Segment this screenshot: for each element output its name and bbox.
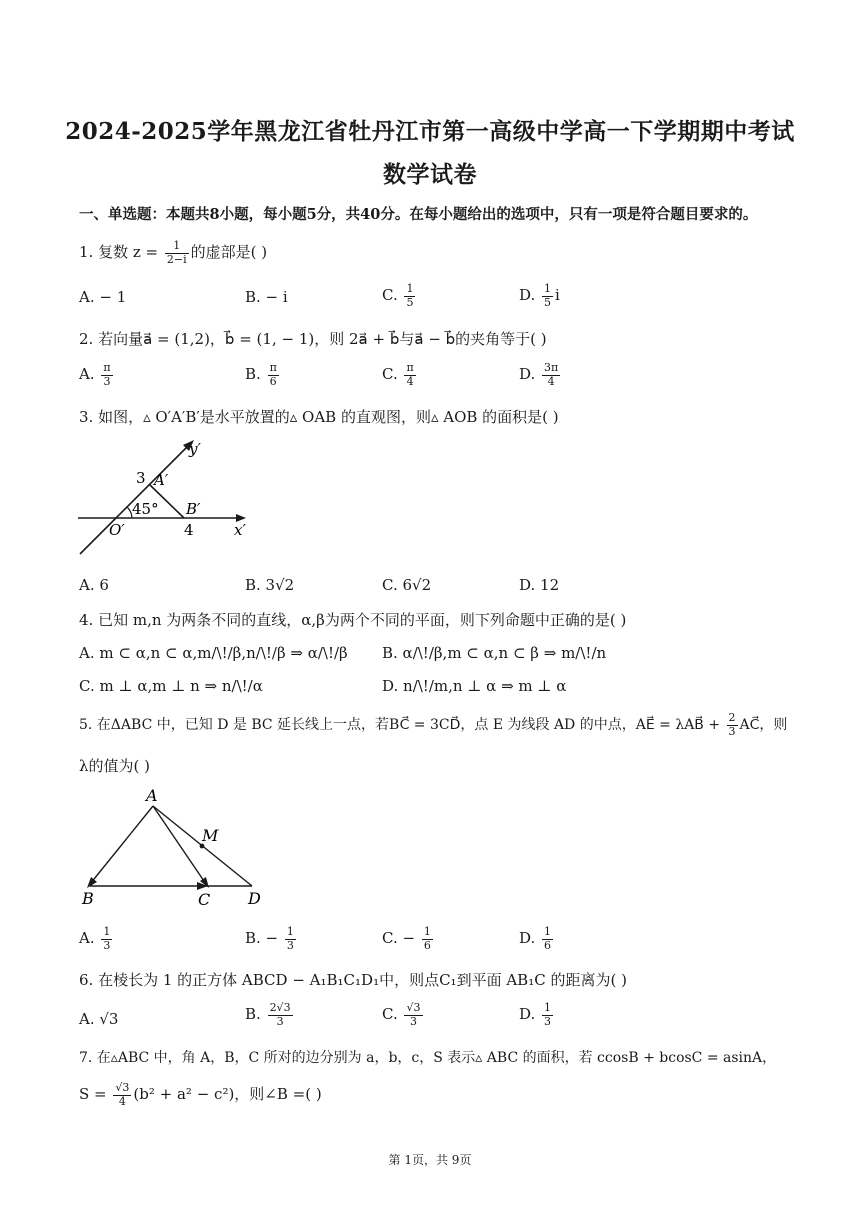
exam-title: 2024-2025学年黑龙江省牡丹江市第一高级中学高一下学期期中考试	[65, 118, 795, 145]
q6-b-num: 2√3	[269, 1001, 291, 1014]
q6-c-fraction	[404, 1002, 422, 1028]
q5-stem-suffix: AC⃗，则	[739, 717, 788, 734]
question-3-stem: 3. 如图，▵ O′A′B′是水平放置的▵ OAB 的直观图，则▵ AOB 的面积是( )	[79, 408, 559, 426]
q4-option-d: D. n/\!/m,n ⊥ α ⇒ m ⊥ α	[382, 677, 567, 695]
q3-label-x: x′	[234, 521, 246, 539]
q5-d-fraction	[542, 926, 553, 952]
q1-d-num: 1	[544, 282, 552, 295]
question-6-stem: 6. 在棱长为 1 的正方体 ABCD − A₁B₁C₁D₁中，则点C₁到平面 AB₁C 的距离为( )	[79, 971, 627, 989]
q2-c-prefix: C.	[382, 365, 403, 384]
q5-label-b: B	[82, 889, 94, 908]
q2-option-d	[519, 362, 562, 388]
q1-d-prefix: D.	[519, 286, 541, 305]
q3-label-a: A′	[154, 471, 169, 489]
q2-a-num: π	[103, 361, 111, 374]
q3-figure	[76, 436, 256, 558]
q6-b-fraction	[268, 1002, 293, 1028]
q5-frac-num: 2	[728, 711, 736, 724]
q5-c-fraction	[422, 926, 433, 952]
q5-frac-den: 3	[728, 724, 736, 738]
q6-option-c	[382, 1002, 425, 1028]
q5-c-den: 6	[423, 938, 431, 952]
q5-c-prefix: C. −	[382, 929, 420, 948]
q5-d-den: 6	[544, 938, 552, 952]
q7-line2-prefix: S =	[79, 1085, 112, 1104]
q5-option-b	[245, 926, 298, 952]
q2-d-prefix: D.	[519, 365, 541, 384]
q3-option-a: A. 6	[79, 576, 109, 594]
q6-c-num: √3	[406, 1001, 421, 1014]
q2-d-fraction	[542, 362, 560, 388]
q2-d-num: 3π	[544, 361, 559, 374]
q3-label-3: 3	[136, 469, 146, 487]
q1-option-c	[382, 283, 417, 309]
q6-b-den: 3	[276, 1014, 284, 1028]
q1-d-fraction	[542, 283, 553, 309]
q3-option-d: D. 12	[519, 576, 560, 594]
q2-a-fraction	[101, 362, 112, 388]
q5-b-fraction	[285, 926, 296, 952]
question-1-stem	[79, 240, 267, 266]
q5-label-a: A	[146, 786, 158, 805]
page-footer: 第 1页，共 9页	[388, 1153, 472, 1167]
q1-option-a: A. − 1	[79, 288, 127, 306]
q2-b-prefix: B.	[245, 365, 266, 384]
q5-label-m: M	[202, 826, 219, 845]
q6-option-d	[519, 1002, 555, 1028]
q3-label-4: 4	[184, 521, 194, 539]
q7-fraction	[113, 1082, 131, 1108]
q5-segment-ab	[90, 806, 153, 884]
q2-c-den: 4	[406, 374, 414, 388]
q2-c-fraction	[404, 362, 415, 388]
q5-b-prefix: B. −	[245, 929, 283, 948]
q5-d-prefix: D.	[519, 929, 541, 948]
q5-a-prefix: A.	[79, 929, 100, 948]
q5-option-a	[79, 926, 114, 952]
q3-y-axis	[80, 444, 190, 554]
question-4-stem: 4. 已知 m,n 为两条不同的直线，α,β为两个不同的平面，则下列命题中正确的是( )	[79, 611, 627, 629]
section-heading: 一、单选题：本题共8小题，每小题5分，共40分。在每小题给出的选项中，只有一项是符合题目要求的。	[79, 206, 758, 223]
q6-option-a: A. √3	[79, 1010, 119, 1028]
q2-b-fraction	[268, 362, 279, 388]
q7-line2-suffix: (b² + a² − c²)，则∠B =( )	[133, 1085, 322, 1104]
q2-option-c	[382, 362, 418, 388]
q3-label-angle: 45°	[132, 500, 159, 518]
exam-subtitle: 数学试卷	[383, 161, 477, 188]
q6-option-b	[245, 1002, 295, 1028]
q5-option-d	[519, 926, 555, 952]
q2-c-num: π	[406, 361, 414, 374]
q5-option-c	[382, 926, 435, 952]
q5-label-c: C	[198, 890, 211, 909]
q2-b-den: 6	[269, 374, 277, 388]
q6-d-num: 1	[544, 1001, 552, 1014]
q2-b-num: π	[269, 361, 277, 374]
question-7-stem: 7. 在▵ABC 中，角 A，B，C 所对的边分别为 a，b，c，S 表示▵ ABC 的面积，若 ccosB + bcosC = asinA，	[79, 1050, 777, 1066]
q4-option-b: B. α/\!/β,m ⊂ α,n ⊂ β ⇒ m/\!/n	[382, 644, 607, 662]
q1-fraction	[165, 240, 189, 266]
q4-option-a: A. m ⊂ α,n ⊂ α,m/\!/β,n/\!/β ⇒ α/\!/β	[79, 644, 348, 662]
q2-option-b	[245, 362, 281, 388]
q5-d-num: 1	[544, 925, 552, 938]
q5-c-num: 1	[423, 925, 431, 938]
q1-stem-suffix: 的虚部是( )	[190, 243, 268, 262]
q3-label-origin: O′	[109, 521, 125, 539]
q3-label-b: B′	[186, 500, 201, 518]
q6-d-fraction	[542, 1002, 553, 1028]
q5-fraction	[727, 712, 738, 738]
question-5-stem	[79, 712, 787, 738]
q5-b-num: 1	[286, 925, 294, 938]
q5-label-d: D	[248, 889, 261, 908]
question-2-stem: 2. 若向量a⃗ = (1,2)，b⃗ = (1, − 1)，则 2a⃗ + b⃗与a⃗ − b⃗的夹角等于( )	[79, 330, 547, 348]
q7-frac-den: 4	[118, 1094, 126, 1108]
q2-a-den: 3	[103, 374, 111, 388]
q3-label-y: y′	[189, 440, 201, 458]
q1-c-den: 5	[406, 295, 414, 309]
q6-c-prefix: C.	[382, 1005, 403, 1024]
q5-a-fraction	[101, 926, 112, 952]
q1-c-fraction	[404, 283, 415, 309]
q1-d-den: 5	[544, 295, 552, 309]
q3-option-c: C. 6√2	[382, 576, 432, 594]
q5-b-den: 3	[286, 938, 294, 952]
q2-option-a	[79, 362, 115, 388]
q5-segment-ac	[153, 806, 206, 884]
q1-option-d	[519, 283, 560, 309]
question-5-stem-line2: λ的值为( )	[79, 757, 150, 775]
q5-a-den: 3	[103, 938, 111, 952]
q4-option-c: C. m ⊥ α,m ⊥ n ⇒ n/\!/α	[79, 677, 263, 695]
q1-stem-prefix: 1. 复数 z =	[79, 243, 163, 262]
q6-d-den: 3	[544, 1014, 552, 1028]
q1-option-b: B. − i	[245, 288, 288, 306]
q1-frac-den: 2−i	[166, 252, 187, 266]
q1-c-prefix: C.	[382, 286, 403, 305]
q2-a-prefix: A.	[79, 365, 100, 384]
q1-d-suffix: i	[555, 286, 560, 305]
q6-c-den: 3	[409, 1014, 417, 1028]
q7-frac-num: √3	[115, 1081, 130, 1094]
question-7-stem-line2	[79, 1082, 322, 1108]
q2-d-den: 4	[547, 374, 555, 388]
q5-figure	[78, 786, 268, 912]
q3-option-b: B. 3√2	[245, 576, 295, 594]
q5-stem-prefix: 5. 在ΔABC 中，已知 D 是 BC 延长线上一点，若BC⃗ = 3CD⃗，点 E 为线段 AD 的中点，AE⃗ = λAB⃗ +	[79, 717, 725, 734]
q5-a-num: 1	[103, 925, 111, 938]
q1-frac-num: 1	[165, 240, 189, 254]
q6-d-prefix: D.	[519, 1005, 541, 1024]
q1-c-num: 1	[406, 282, 414, 295]
q6-b-prefix: B.	[245, 1005, 266, 1024]
